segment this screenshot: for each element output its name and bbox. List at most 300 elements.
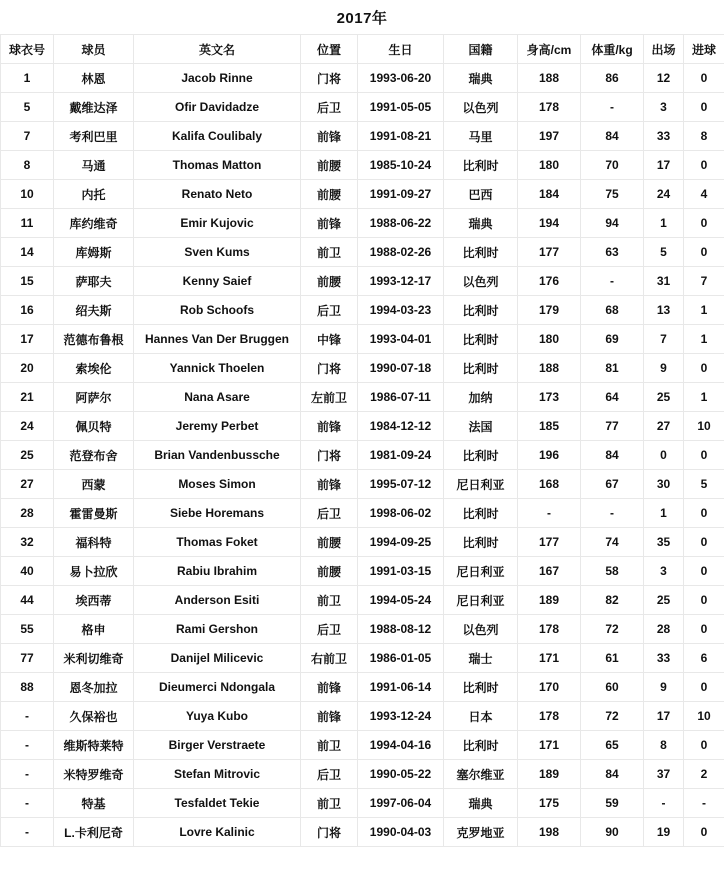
table-cell: Nana Asare: [134, 383, 301, 412]
table-row: [1, 151, 724, 180]
table-cell: 9: [644, 354, 684, 383]
table-cell: 4: [684, 180, 724, 209]
table-cell: Jeremy Perbet: [134, 412, 301, 441]
table-cell: 178: [518, 702, 581, 731]
table-cell: 74: [581, 528, 644, 557]
table-cell: 8: [644, 731, 684, 760]
table-cell: 28: [644, 615, 684, 644]
table-cell: 10: [684, 412, 724, 441]
table-cell: 0: [684, 151, 724, 180]
header-cell: 国籍: [444, 35, 518, 64]
header-cell: 球员: [54, 35, 134, 64]
table-cell: 后卫: [301, 296, 358, 325]
table-cell: 55: [1, 615, 54, 644]
table-cell: 尼日利亚: [444, 557, 518, 586]
table-cell: -: [644, 789, 684, 818]
table-cell: 17: [644, 151, 684, 180]
table-cell: 后卫: [301, 499, 358, 528]
header-cell: 位置: [301, 35, 358, 64]
table-cell: 86: [581, 64, 644, 93]
table-cell: 184: [518, 180, 581, 209]
table-row: [1, 296, 724, 325]
table-cell: Kalifa Coulibaly: [134, 122, 301, 151]
table-cell: 168: [518, 470, 581, 499]
table-cell: 60: [581, 673, 644, 702]
table-cell: 35: [644, 528, 684, 557]
table-cell: 前锋: [301, 702, 358, 731]
table-cell: 0: [684, 615, 724, 644]
table-cell: 188: [518, 354, 581, 383]
table-cell: 前腰: [301, 557, 358, 586]
header-cell: 生日: [358, 35, 444, 64]
table-cell: 绍夫斯: [54, 296, 134, 325]
table-cell: 前锋: [301, 412, 358, 441]
table-cell: 瑞典: [444, 789, 518, 818]
table-cell: 3: [644, 93, 684, 122]
table-cell: 1991-08-21: [358, 122, 444, 151]
table-cell: 1991-09-27: [358, 180, 444, 209]
header-cell: 进球: [684, 35, 724, 64]
table-cell: 1993-04-01: [358, 325, 444, 354]
table-cell: 左前卫: [301, 383, 358, 412]
table-cell: Tesfaldet Tekie: [134, 789, 301, 818]
table-cell: 维斯特莱特: [54, 731, 134, 760]
header-cell: 出场: [644, 35, 684, 64]
table-cell: 前卫: [301, 586, 358, 615]
table-cell: 以色列: [444, 267, 518, 296]
table-cell: 178: [518, 93, 581, 122]
table-cell: 0: [684, 238, 724, 267]
table-cell: 28: [1, 499, 54, 528]
table-cell: 171: [518, 731, 581, 760]
table-cell: Brian Vandenbussche: [134, 441, 301, 470]
table-cell: 1990-07-18: [358, 354, 444, 383]
table-cell: 189: [518, 586, 581, 615]
table-cell: 1994-05-24: [358, 586, 444, 615]
table-cell: -: [1, 702, 54, 731]
table-cell: 0: [684, 557, 724, 586]
table-cell: 比利时: [444, 441, 518, 470]
table-row: [1, 209, 724, 238]
table-cell: 167: [518, 557, 581, 586]
table-cell: 82: [581, 586, 644, 615]
table-cell: 27: [1, 470, 54, 499]
header-cell: 身高/cm: [518, 35, 581, 64]
table-row: [1, 760, 724, 789]
table-cell: 77: [581, 412, 644, 441]
table-cell: 门将: [301, 818, 358, 847]
table-cell: 33: [644, 122, 684, 151]
table-cell: Siebe Horemans: [134, 499, 301, 528]
table-cell: 比利时: [444, 151, 518, 180]
table-cell: 1990-05-22: [358, 760, 444, 789]
table-cell: 0: [684, 441, 724, 470]
table-cell: 1993-06-20: [358, 64, 444, 93]
table-cell: 1: [1, 64, 54, 93]
table-cell: 1981-09-24: [358, 441, 444, 470]
table-cell: 196: [518, 441, 581, 470]
table-cell: Thomas Matton: [134, 151, 301, 180]
table-cell: 0: [684, 499, 724, 528]
table-cell: 1990-04-03: [358, 818, 444, 847]
table-cell: 前腰: [301, 180, 358, 209]
table-cell: 37: [644, 760, 684, 789]
table-cell: 32: [1, 528, 54, 557]
table-cell: 0: [684, 209, 724, 238]
table-cell: 1993-12-17: [358, 267, 444, 296]
table-cell: 178: [518, 615, 581, 644]
table-cell: 比利时: [444, 673, 518, 702]
table-cell: 1985-10-24: [358, 151, 444, 180]
table-cell: 瑞典: [444, 209, 518, 238]
table-cell: 前卫: [301, 238, 358, 267]
table-cell: Birger Verstraete: [134, 731, 301, 760]
header-cell: 球衣号: [1, 35, 54, 64]
table-cell: 14: [1, 238, 54, 267]
table-cell: 佩贝特: [54, 412, 134, 441]
table-cell: Rami Gershon: [134, 615, 301, 644]
table-cell: 日本: [444, 702, 518, 731]
table-row: [1, 731, 724, 760]
table-cell: 前锋: [301, 673, 358, 702]
table-cell: 24: [1, 412, 54, 441]
table-cell: 福科特: [54, 528, 134, 557]
table-cell: 9: [644, 673, 684, 702]
table-cell: 24: [644, 180, 684, 209]
table-cell: 1986-07-11: [358, 383, 444, 412]
table-cell: 比利时: [444, 238, 518, 267]
table-cell: 8: [684, 122, 724, 151]
table-cell: 瑞典: [444, 64, 518, 93]
table-cell: 门将: [301, 441, 358, 470]
table-cell: Moses Simon: [134, 470, 301, 499]
table-cell: 185: [518, 412, 581, 441]
table-row: [1, 325, 724, 354]
header-cell: 体重/kg: [581, 35, 644, 64]
table-cell: Stefan Mitrovic: [134, 760, 301, 789]
table-cell: 61: [581, 644, 644, 673]
table-cell: 25: [644, 586, 684, 615]
table-cell: 44: [1, 586, 54, 615]
table-cell: Dieumerci Ndongala: [134, 673, 301, 702]
table-cell: 1984-12-12: [358, 412, 444, 441]
table-cell: 7: [1, 122, 54, 151]
table-cell: Renato Neto: [134, 180, 301, 209]
table-cell: 1986-01-05: [358, 644, 444, 673]
table-cell: 巴西: [444, 180, 518, 209]
table-cell: 0: [684, 354, 724, 383]
table-cell: 3: [644, 557, 684, 586]
table-cell: 特基: [54, 789, 134, 818]
table-cell: Rabiu Ibrahim: [134, 557, 301, 586]
table-cell: Thomas Foket: [134, 528, 301, 557]
table-cell: 后卫: [301, 760, 358, 789]
table-cell: 加纳: [444, 383, 518, 412]
table-cell: Emir Kujovic: [134, 209, 301, 238]
table-cell: 以色列: [444, 93, 518, 122]
table-cell: 197: [518, 122, 581, 151]
table-cell: 171: [518, 644, 581, 673]
table-cell: 7: [644, 325, 684, 354]
table-cell: 1994-09-25: [358, 528, 444, 557]
page-title: 2017年: [336, 10, 388, 27]
table-cell: 霍雷曼斯: [54, 499, 134, 528]
table-cell: 13: [644, 296, 684, 325]
table-cell: 1994-03-23: [358, 296, 444, 325]
table-cell: 27: [644, 412, 684, 441]
table-cell: 米特罗维奇: [54, 760, 134, 789]
table-cell: 前卫: [301, 731, 358, 760]
table-cell: Anderson Esiti: [134, 586, 301, 615]
table-cell: 63: [581, 238, 644, 267]
table-cell: 64: [581, 383, 644, 412]
table-cell: Kenny Saief: [134, 267, 301, 296]
table-cell: 0: [684, 731, 724, 760]
table-cell: 埃西蒂: [54, 586, 134, 615]
table-cell: 177: [518, 528, 581, 557]
table-cell: 1988-08-12: [358, 615, 444, 644]
table-cell: 阿萨尔: [54, 383, 134, 412]
table-cell: 米利切维奇: [54, 644, 134, 673]
table-cell: 0: [684, 673, 724, 702]
table-cell: 5: [644, 238, 684, 267]
table-cell: 84: [581, 441, 644, 470]
table-cell: 173: [518, 383, 581, 412]
table-cell: 易卜拉欣: [54, 557, 134, 586]
table-cell: Yannick Thoelen: [134, 354, 301, 383]
table-cell: 克罗地亚: [444, 818, 518, 847]
table-cell: 恩冬加拉: [54, 673, 134, 702]
table-cell: 门将: [301, 354, 358, 383]
table-row: [1, 557, 724, 586]
table-cell: 后卫: [301, 615, 358, 644]
table-cell: 58: [581, 557, 644, 586]
table-cell: 瑞士: [444, 644, 518, 673]
table-cell: 比利时: [444, 731, 518, 760]
table-cell: 1: [644, 209, 684, 238]
table-cell: 33: [644, 644, 684, 673]
table-cell: -: [581, 267, 644, 296]
table-cell: 0: [684, 528, 724, 557]
table-cell: 189: [518, 760, 581, 789]
table-cell: 考利巴里: [54, 122, 134, 151]
table-cell: 前腰: [301, 267, 358, 296]
table-cell: 前腰: [301, 528, 358, 557]
table-cell: 177: [518, 238, 581, 267]
table-cell: 21: [1, 383, 54, 412]
table-cell: 17: [644, 702, 684, 731]
table-cell: 后卫: [301, 93, 358, 122]
table-row: [1, 789, 724, 818]
table-cell: -: [1, 818, 54, 847]
table-row: [1, 673, 724, 702]
table-cell: 久保裕也: [54, 702, 134, 731]
header-cell: 英文名: [134, 35, 301, 64]
table-cell: 5: [684, 470, 724, 499]
table-cell: 法国: [444, 412, 518, 441]
table-cell: 72: [581, 615, 644, 644]
table-cell: 西蒙: [54, 470, 134, 499]
table-cell: 1: [684, 296, 724, 325]
table-row: [1, 441, 724, 470]
table-cell: 前卫: [301, 789, 358, 818]
table-cell: Danijel Milicevic: [134, 644, 301, 673]
table-cell: -: [1, 789, 54, 818]
table-cell: 内托: [54, 180, 134, 209]
table-cell: 1: [684, 325, 724, 354]
table-cell: 格申: [54, 615, 134, 644]
table-cell: 库约维奇: [54, 209, 134, 238]
table-cell: -: [581, 499, 644, 528]
table-cell: 16: [1, 296, 54, 325]
table-cell: 179: [518, 296, 581, 325]
table-cell: 180: [518, 151, 581, 180]
table-cell: Sven Kums: [134, 238, 301, 267]
table-cell: 17: [1, 325, 54, 354]
table-cell: 176: [518, 267, 581, 296]
table-cell: 库姆斯: [54, 238, 134, 267]
table-cell: 0: [644, 441, 684, 470]
table-cell: Rob Schoofs: [134, 296, 301, 325]
table-cell: 25: [644, 383, 684, 412]
table-cell: 77: [1, 644, 54, 673]
table-cell: 8: [1, 151, 54, 180]
table-cell: 10: [1, 180, 54, 209]
table-cell: 马通: [54, 151, 134, 180]
table-cell: 31: [644, 267, 684, 296]
table-cell: 68: [581, 296, 644, 325]
table-cell: 1994-04-16: [358, 731, 444, 760]
table-cell: -: [518, 499, 581, 528]
table-row: [1, 122, 724, 151]
table-cell: 右前卫: [301, 644, 358, 673]
players-table: [0, 34, 724, 847]
table-cell: 67: [581, 470, 644, 499]
table-row: [1, 615, 724, 644]
table-cell: 范登布舍: [54, 441, 134, 470]
table-cell: 马里: [444, 122, 518, 151]
table-body: [1, 64, 724, 847]
table-row: [1, 644, 724, 673]
table-row: [1, 64, 724, 93]
table-cell: 7: [684, 267, 724, 296]
table-cell: 59: [581, 789, 644, 818]
table-cell: 10: [684, 702, 724, 731]
table-cell: Ofir Davidadze: [134, 93, 301, 122]
table-row: [1, 93, 724, 122]
table-cell: 1993-12-24: [358, 702, 444, 731]
table-row: [1, 528, 724, 557]
table-cell: Hannes Van Der Bruggen: [134, 325, 301, 354]
table-cell: 比利时: [444, 296, 518, 325]
table-cell: 中锋: [301, 325, 358, 354]
table-cell: 1: [684, 383, 724, 412]
table-cell: 1988-02-26: [358, 238, 444, 267]
table-cell: 前锋: [301, 209, 358, 238]
table-cell: 40: [1, 557, 54, 586]
table-row: [1, 470, 724, 499]
table-cell: 范德布鲁根: [54, 325, 134, 354]
table-cell: 94: [581, 209, 644, 238]
table-row: [1, 586, 724, 615]
table-row: [1, 818, 724, 847]
table-cell: 75: [581, 180, 644, 209]
table-cell: 88: [1, 673, 54, 702]
table-cell: 0: [684, 586, 724, 615]
table-cell: 塞尔维亚: [444, 760, 518, 789]
table-cell: 6: [684, 644, 724, 673]
table-cell: 林恩: [54, 64, 134, 93]
table-cell: 尼日利亚: [444, 586, 518, 615]
table-cell: -: [1, 760, 54, 789]
table-cell: 25: [1, 441, 54, 470]
table-row: [1, 499, 724, 528]
table-cell: 15: [1, 267, 54, 296]
table-cell: 69: [581, 325, 644, 354]
table-cell: 比利时: [444, 325, 518, 354]
table-row: [1, 238, 724, 267]
table-cell: 1995-07-12: [358, 470, 444, 499]
table-row: [1, 702, 724, 731]
table-cell: 0: [684, 64, 724, 93]
table-cell: 194: [518, 209, 581, 238]
table-row: [1, 383, 724, 412]
table-row: [1, 412, 724, 441]
table-cell: 1998-06-02: [358, 499, 444, 528]
table-cell: 1: [644, 499, 684, 528]
table-cell: L.卡利尼奇: [54, 818, 134, 847]
table-cell: 尼日利亚: [444, 470, 518, 499]
table-cell: 戴维达泽: [54, 93, 134, 122]
table-cell: 12: [644, 64, 684, 93]
table-cell: 180: [518, 325, 581, 354]
table-cell: 索埃伦: [54, 354, 134, 383]
table-cell: 萨耶夫: [54, 267, 134, 296]
table-row: [1, 180, 724, 209]
table-cell: 前锋: [301, 122, 358, 151]
table-cell: 比利时: [444, 499, 518, 528]
table-cell: 30: [644, 470, 684, 499]
table-cell: 198: [518, 818, 581, 847]
table-cell: 比利时: [444, 354, 518, 383]
table-row: [1, 354, 724, 383]
table-cell: 20: [1, 354, 54, 383]
table-cell: 81: [581, 354, 644, 383]
table-cell: 90: [581, 818, 644, 847]
table-cell: 188: [518, 64, 581, 93]
table-cell: 70: [581, 151, 644, 180]
table-cell: 0: [684, 818, 724, 847]
table-cell: Yuya Kubo: [134, 702, 301, 731]
table-cell: Lovre Kalinic: [134, 818, 301, 847]
table-cell: 65: [581, 731, 644, 760]
table-cell: 175: [518, 789, 581, 818]
table-cell: 1991-05-05: [358, 93, 444, 122]
table-cell: 2: [684, 760, 724, 789]
table-cell: 19: [644, 818, 684, 847]
table-cell: 0: [684, 93, 724, 122]
table-cell: 1997-06-04: [358, 789, 444, 818]
table-cell: 84: [581, 760, 644, 789]
table-cell: 11: [1, 209, 54, 238]
table-row: [1, 267, 724, 296]
table-cell: 1991-03-15: [358, 557, 444, 586]
table-cell: 前腰: [301, 151, 358, 180]
table-cell: 170: [518, 673, 581, 702]
table-cell: 5: [1, 93, 54, 122]
table-cell: 以色列: [444, 615, 518, 644]
table-cell: 前锋: [301, 470, 358, 499]
